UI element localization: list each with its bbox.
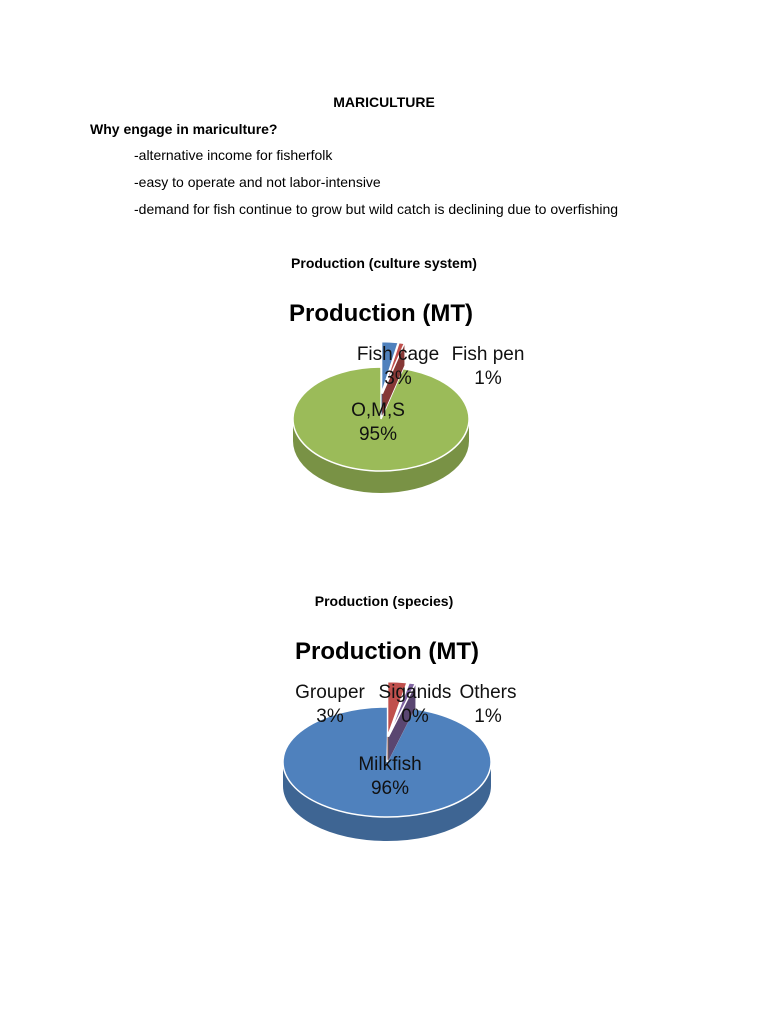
svg-text:1%: 1%	[474, 706, 502, 727]
svg-text:Milkfish: Milkfish	[358, 754, 422, 775]
svg-text:Fish pen: Fish pen	[451, 344, 525, 365]
data-label-others	[459, 682, 516, 727]
svg-text:Siganids: Siganids	[378, 682, 452, 703]
svg-text:Others: Others	[459, 682, 517, 703]
svg-text:95%: 95%	[358, 424, 398, 445]
svg-text:Grouper: Grouper	[295, 682, 365, 703]
svg-text:O,M,S: O,M,S	[351, 400, 405, 421]
svg-text:3%: 3%	[316, 706, 344, 727]
pie-chart-culture-system	[0, 290, 768, 590]
svg-text:0%: 0%	[401, 706, 429, 727]
svg-text:Fish cage: Fish cage	[356, 344, 440, 365]
section-caption-species: Production (species)	[314, 593, 454, 609]
pie-chart-species	[0, 628, 768, 928]
bullet-item: -easy to operate and not labor-intensive	[134, 174, 381, 190]
svg-text:3%: 3%	[384, 368, 412, 389]
bullet-item: -alternative income for fisherfolk	[134, 147, 333, 163]
section-caption-culture-system: Production (culture system)	[291, 255, 477, 271]
chart-title: Production (MT)	[289, 300, 473, 327]
data-label-fish-pen	[452, 344, 525, 389]
svg-text:1%: 1%	[474, 368, 502, 389]
document-title: MARICULTURE	[333, 94, 435, 110]
chart-title: Production (MT)	[295, 638, 479, 665]
question-heading: Why engage in mariculture?	[90, 121, 278, 137]
svg-text:96%: 96%	[370, 778, 410, 799]
bullet-item: -demand for fish continue to grow but wild catch is declining due to overfishing	[134, 201, 619, 217]
